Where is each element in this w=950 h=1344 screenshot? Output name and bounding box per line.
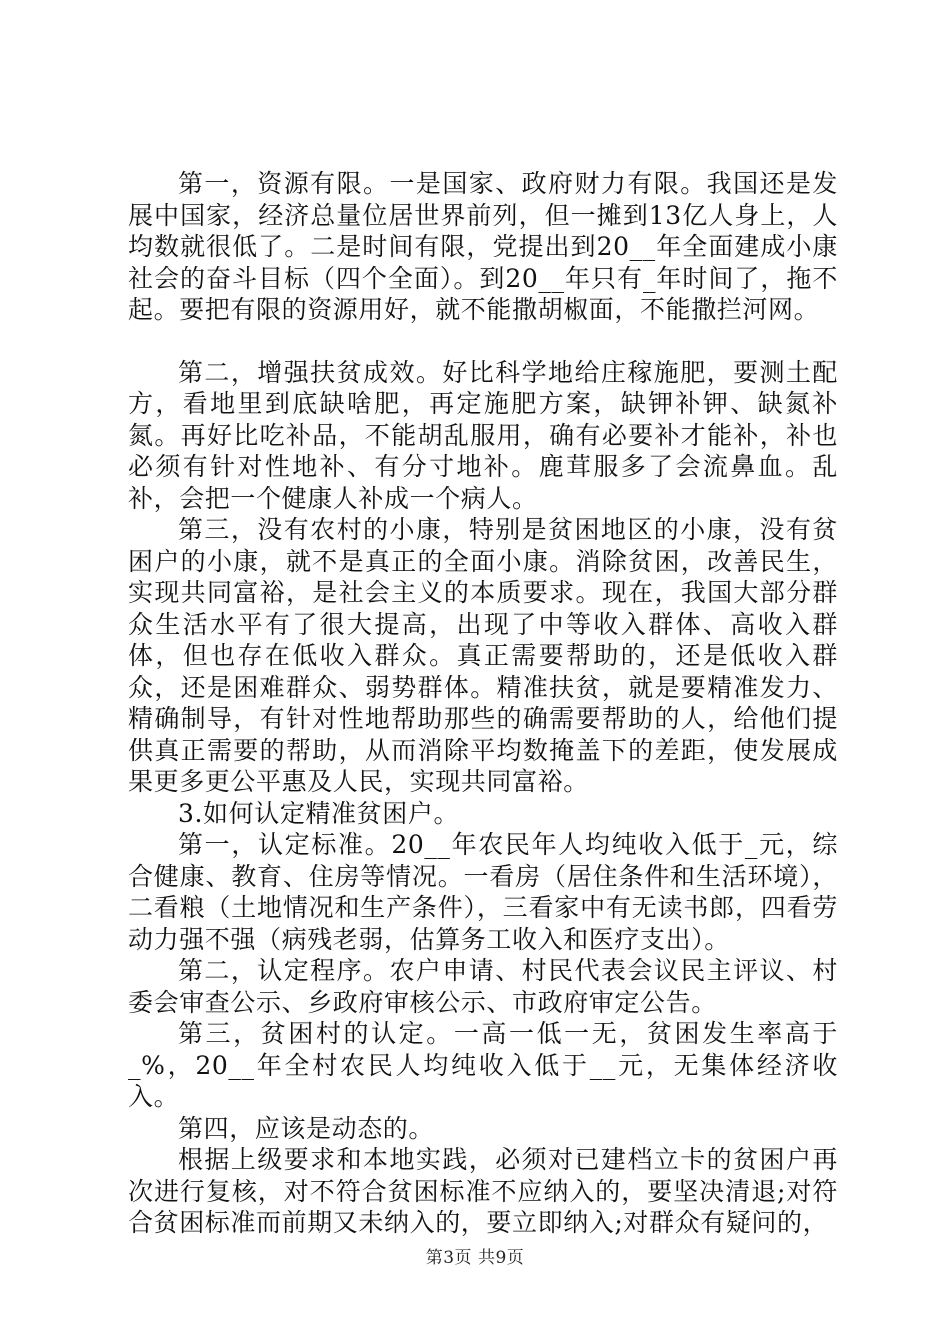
- paragraph-review: 根据上级要求和本地实践，必须对已建档立卡的贫困户再次进行复核，对不符合贫困标准不应纳入的，要坚决清退;对符合贫困标准而前期又未纳入的，要立即纳入;对群众有疑问的，: [128, 1145, 838, 1237]
- paragraph-identification-standard: 第一，认定标准。20__年农民年人均纯收入低于_元，综合健康、教育、住房等情况。一看房（居住条件和生活环境），二看粮（土地情况和生产条件），三看家中有无读书郎，四看劳动力强不强（病残老弱，估算务工收入和医疗支出）。: [128, 830, 838, 954]
- paragraph-poor-village-identification: 第三，贫困村的认定。一高一低一无，贫困发生率高于_%，20__年全村农民人均纯收入低于__元，无集体经济收入。: [128, 1019, 838, 1111]
- paragraph-resources-limited: 第一，资源有限。一是国家、政府财力有限。我国还是发展中国家，经济总量位居世界前列，但一摊到13亿人身上，人均数就很低了。二是时间有限，党提出到20__年全面建成小康社会的奋斗目标（四个全面）。到20__年只有_年时间了，拖不起。要把有限的资源用好，就不能撒胡椒面，不能撒拦河网。: [128, 169, 838, 324]
- paragraph-identification-procedure: 第二，认定程序。农户申请、村民代表会议民主评议、村委会审查公示、乡政府审核公示、市政府审定公告。: [128, 956, 838, 1017]
- paragraph-dynamic: 第四，应该是动态的。: [178, 1113, 435, 1143]
- page-number-footer: 第3页 共9页: [425, 1248, 525, 1268]
- paragraph-common-prosperity: 第三，没有农村的小康，特别是贫困地区的小康，没有贫困户的小康，就不是真正的全面小康。消除贫困，改善民生，实现共同富裕，是社会主义的本质要求。现在，我国大部分群众生活水平有了很大提高，出现了中等收入群体、高收入群体，但也存在低收入群众。真正需要帮助的，还是低收入群众，还是困难群众、弱势群体。精准扶贫，就是要精准发力、精确制导，有针对性地帮助那些的确需要帮助的人，给他们提供真正需要的帮助，从而消除平均数掩盖下的差距，使发展成果更多更公平惠及人民，实现共同富裕。: [128, 515, 838, 796]
- document-body: [128, 168, 838, 1239]
- section-heading-identify-households: 3.如何认定精准贫困户。: [178, 798, 460, 828]
- paragraph-poverty-effectiveness: 第二，增强扶贫成效。好比科学地给庄稼施肥，要测土配方，看地里到底缺啥肥，再定施肥方案，缺钾补钾、缺氮补氮。再好比吃补品，不能胡乱服用，确有必要补才能补，补也必须有针对性地补、有分寸地补。鹿茸服多了会流鼻血。乱补，会把一个健康人补成一个病人。: [128, 357, 838, 513]
